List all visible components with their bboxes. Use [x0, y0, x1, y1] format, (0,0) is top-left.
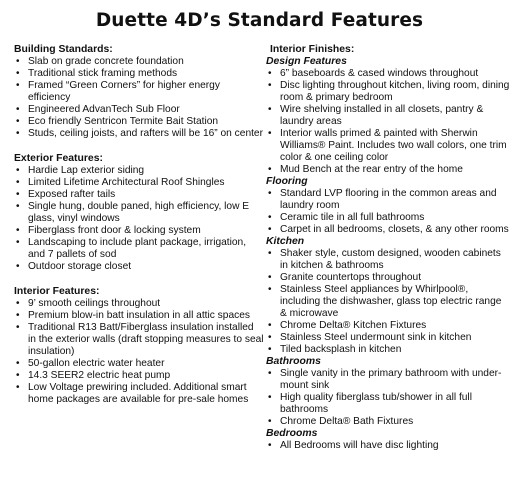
section-gap [14, 140, 264, 153]
feature-item: • 14.3 SEER2 electric heat pump [14, 370, 264, 382]
feature-item: • Carpet in all bedrooms, closets, & any other rooms [266, 224, 511, 236]
feature-item: • Interior walls primed & painted with Sherwin Williams® Paint. Includes two wall colors, one trim color & one ceiling color [266, 128, 511, 164]
feature-item: • All Bedrooms will have disc lighting [266, 440, 511, 452]
feature-item: • Traditional R13 Batt/Fiberglass insulation installed in the exterior walls (draft stopping measures to seal insulation) [14, 322, 264, 358]
feature-item: • Stainless Steel appliances by Whirlpool®, including the dishwasher, glass top electric range & microwave [266, 284, 511, 320]
feature-item: • Hardie Lap exterior siding [14, 165, 264, 177]
section-gap [14, 273, 264, 286]
feature-item: • Slab on grade concrete foundation [14, 56, 264, 68]
subheading-flooring: Flooring [266, 176, 308, 187]
feature-item: • Exposed rafter tails [14, 189, 264, 201]
feature-item: • Disc lighting throughout kitchen, living room, dining room & primary bedroom [266, 80, 511, 104]
right-column [266, 44, 511, 452]
feature-item: • Studs, ceiling joists, and rafters will be 16” on center [14, 128, 264, 140]
section-heading-building-standards: Building Standards: [14, 44, 113, 55]
subheading-design-features: Design Features [266, 56, 347, 67]
section-heading-exterior-features: Exterior Features: [14, 153, 103, 164]
feature-item: • Framed “Green Corners” for higher energy efficiency [14, 80, 264, 104]
feature-item: • High quality fiberglass tub/shower in all full bathrooms [266, 392, 511, 416]
feature-list [266, 188, 511, 236]
feature-list [14, 298, 264, 406]
feature-item: • Stainless Steel undermount sink in kitchen [266, 332, 511, 344]
subheading-bathrooms: Bathrooms [266, 356, 321, 367]
page-title: Duette 4D’s Standard Features [95, 10, 424, 31]
feature-item: • Mud Bench at the rear entry of the home [266, 164, 511, 176]
feature-item: • Ceramic tile in all full bathrooms [266, 212, 511, 224]
feature-list [14, 165, 264, 273]
feature-list [266, 440, 511, 452]
feature-item: • Chrome Delta® Bath Fixtures [266, 416, 511, 428]
feature-item: • Fiberglass front door & locking system [14, 225, 264, 237]
feature-item: • 6” baseboards & cased windows throughout [266, 68, 511, 80]
feature-list [266, 68, 511, 176]
feature-list [266, 368, 511, 428]
subheading-bedrooms: Bedrooms [266, 428, 318, 439]
interior-finishes-groups [266, 56, 511, 452]
section-heading-interior-finishes: Interior Finishes: [270, 44, 355, 55]
feature-item: • Low Voltage prewiring included. Additional smart home packages are available for pre-sale homes [14, 382, 264, 406]
feature-item: • Eco friendly Sentricon Termite Bait Station [14, 116, 264, 128]
feature-item: • Premium blow-in batt insulation in all attic spaces [14, 310, 264, 322]
feature-item: • Traditional stick framing methods [14, 68, 264, 80]
feature-item: • Granite countertops throughout [266, 272, 511, 284]
subheading-kitchen: Kitchen [266, 236, 305, 247]
feature-list [14, 56, 264, 140]
feature-item: • Wire shelving installed in all closets, pantry & laundry areas [266, 104, 511, 128]
feature-item: • Landscaping to include plant package, irrigation, and 7 pallets of sod [14, 237, 264, 261]
section-heading-interior-features: Interior Features: [14, 286, 100, 297]
feature-item: • 9’ smooth ceilings throughout [14, 298, 264, 310]
feature-item: • Chrome Delta® Kitchen Fixtures [266, 320, 511, 332]
feature-item: • Engineered AdvanTech Sub Floor [14, 104, 264, 116]
feature-item: • Limited Lifetime Architectural Roof Shingles [14, 177, 264, 189]
left-column [14, 44, 264, 406]
feature-item: • Single vanity in the primary bathroom with under-mount sink [266, 368, 511, 392]
feature-item: • 50-gallon electric water heater [14, 358, 264, 370]
feature-item: • Tiled backsplash in kitchen [266, 344, 511, 356]
feature-item: • Shaker style, custom designed, wooden cabinets in kitchen & bathrooms [266, 248, 511, 272]
feature-list [266, 248, 511, 356]
feature-item: • Standard LVP flooring in the common areas and laundry room [266, 188, 511, 212]
feature-item: • Outdoor storage closet [14, 261, 264, 273]
feature-item: • Single hung, double paned, high efficiency, low E glass, vinyl windows [14, 201, 264, 225]
